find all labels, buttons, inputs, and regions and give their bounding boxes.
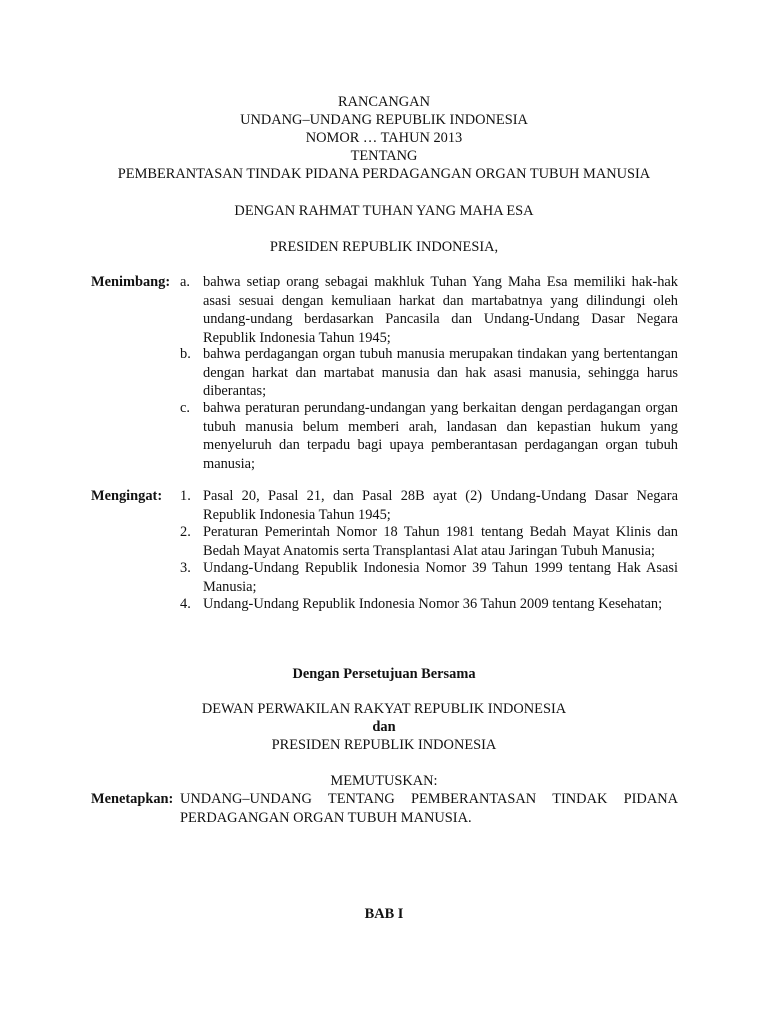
list-item-text: bahwa perdagangan organ tubuh manusia merupakan tindakan yang bertentangan dengan harkat dan martabat manusia dan hak asasi manusia, sehingga harus diberantas; <box>203 346 678 399</box>
tentang-heading: TENTANG <box>350 148 418 164</box>
list-item-text: bahwa setiap orang sebagai makhluk Tuhan Yang Maha Esa memiliki hak-hak asasi sesuai dengan kemuliaan harkat dan martabatnya yang dilindungi oleh undang-undang berdasarkan Pancasila dan Undang-Undang Dasar Negara Republik Indonesia Tahun 1945; <box>203 274 678 346</box>
draft-title: RANCANGAN <box>338 94 430 110</box>
list-marker: 4. <box>180 596 191 612</box>
menetapkan-label: Menetapkan: <box>91 791 174 807</box>
list-marker: c. <box>180 400 190 416</box>
list-marker: 3. <box>180 560 191 576</box>
mengingat-label: Mengingat: <box>91 488 163 504</box>
preamble-blessing: DENGAN RAHMAT TUHAN YANG MAHA ESA <box>234 203 534 219</box>
list-item-text: Undang-Undang Republik Indonesia Nomor 36 Tahun 2009 tentang Kesehatan; <box>203 596 663 612</box>
list-marker: 1. <box>180 488 191 504</box>
list-marker: 2. <box>180 524 191 540</box>
law-number-title: NOMOR … TAHUN 2013 <box>305 130 463 146</box>
chapter-heading: BAB I <box>364 906 404 922</box>
list-item-text: bahwa peraturan perundang-undangan yang berkaitan dengan perdagangan organ tubuh manusia belum memberi arah, landasan dan kepastian hukum yang menyeluruh dan terpadu bagi upaya pemberantasan perdagangan organ tubuh manusia; <box>203 400 678 472</box>
joint-approval-heading: Dengan Persetujuan Bersama <box>292 666 476 682</box>
president-heading: PRESIDEN REPUBLIK INDONESIA, <box>269 239 499 255</box>
list-item-text: Undang-Undang Republik Indonesia Nomor 39 Tahun 1999 tentang Hak Asasi Manusia; <box>203 560 678 595</box>
list-marker: a. <box>180 274 190 290</box>
menimbang-label: Menimbang: <box>91 274 171 290</box>
conjunction-dan: dan <box>372 719 396 735</box>
law-subject-title: PEMBERANTASAN TINDAK PIDANA PERDAGANGAN ORGAN TUBUH MANUSIA <box>117 166 651 182</box>
list-item-text: Peraturan Pemerintah Nomor 18 Tahun 1981 tentang Bedah Mayat Klinis dan Bedah Mayat Anatomis serta Transplantasi Alat atau Jaringan Tubuh Manusia; <box>203 524 678 559</box>
memutuskan-heading: MEMUTUSKAN: <box>330 773 438 789</box>
list-item-text: Pasal 20, Pasal 21, dan Pasal 28B ayat (2) Undang-Undang Dasar Negara Republik Indonesia Tahun 1945; <box>203 488 678 523</box>
law-type-title: UNDANG–UNDANG REPUBLIK INDONESIA <box>240 112 528 128</box>
president-party-heading: PRESIDEN REPUBLIK INDONESIA <box>271 737 497 753</box>
list-marker: b. <box>180 346 191 362</box>
menetapkan-text: UNDANG–UNDANG TENTANG PEMBERANTASAN TINDAK PIDANA PERDAGANGAN ORGAN TUBUH MANUSIA. <box>180 791 678 826</box>
dpr-heading: DEWAN PERWAKILAN RAKYAT REPUBLIK INDONESIA <box>201 701 567 717</box>
